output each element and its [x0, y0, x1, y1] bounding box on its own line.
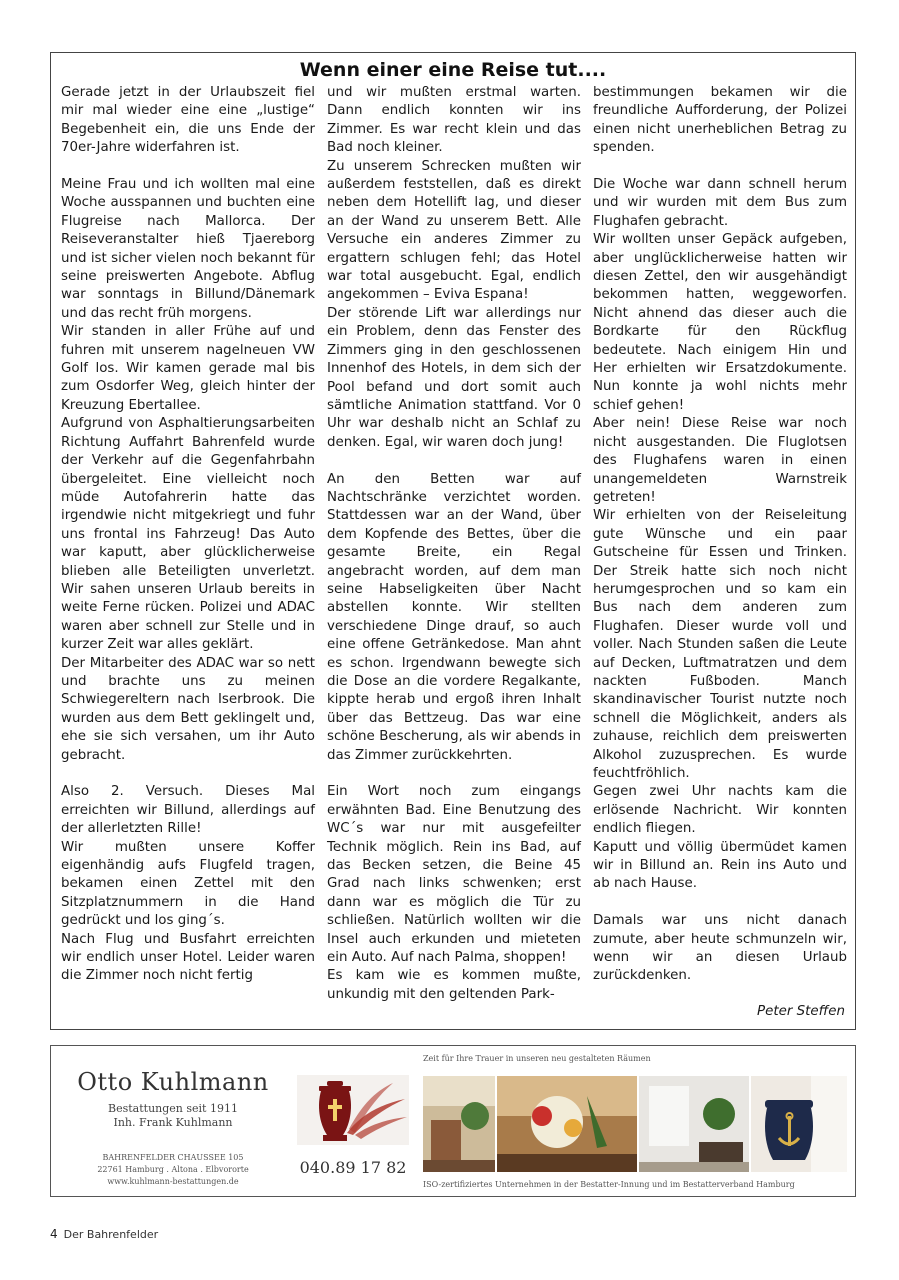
funeral-home-advertisement	[50, 1045, 856, 1197]
article-paragraph: Der Mitarbeiter des ADAC war so nett und brachte uns zu meinen Schwiegereltern nach Iserbrook. Die wurden aus dem Bett geklingelt und, ehe sie sich versahen, um ihr Auto gebracht.	[61, 655, 315, 763]
article-column-1	[61, 84, 315, 986]
article-paragraph: An den Betten war auf Nachtschränke verzichtet worden. Stattdessen war an der Wand, über dem Kopfende des Bettes, über die gesamte Breite, ein Regal angebracht worden, auf dem man seine Habseligkeiten über Nacht abstellen konnte. Wir stellten verschiedene Dinge drauf, so auch eine offene Getränkedose. Man ahnt es schon. Irgendwann bewegte sich die Dose an die vordere Regalkante, kippte herab und ergoß ihren Inhalt über das Bettzeug. Das war eine schöne Bescherung, als wir abends in das Zimmer zurückkehrten.	[327, 471, 581, 763]
ad-owner: Inh. Frank Kuhlmann	[113, 1116, 233, 1129]
article-paragraph: Gerade jetzt in der Urlaubszeit fiel mir mal wieder eine eine „lustige“ Begebenheit ein, die uns Ende der 70er-Jahre widerfahren ist.	[61, 85, 315, 156]
ad-iso-caption: ISO-zertifiziertes Unternehmen in der Bestatter-Innung und im Bestatterverband Hamburg	[423, 1180, 795, 1189]
article-paragraph: Zu unserem Schrecken mußten wir außerdem feststellen, daß es direkt neben dem Hotellift lag, und dieser an der Wand zu unserem Bett. Alle Versuche ein anderes Zimmer zu ergattern schlugen fehl; das Hotel war total ausgebucht. Egal, endlich angekommen – Eviva Espana!	[327, 158, 581, 303]
article-paragraph: Nach Flug und Busfahrt erreichten wir endlich unser Hotel. Leider waren die Zimmer noch nicht fertig	[61, 931, 315, 984]
ad-address-street: BAHRENFELDER CHAUSSEE 105	[102, 1153, 244, 1162]
article-paragraph: und wir mußten erstmal warten. Dann endlich konnten wir ins Zimmer. Es war recht klein und das Bad noch kleiner.	[327, 85, 581, 156]
urn-with-cross-icon	[297, 1075, 409, 1145]
ad-company-name: Otto Kuhlmann	[77, 1068, 269, 1096]
ad-website[interactable]: www.kuhlmann-bestattungen.de	[107, 1177, 239, 1186]
article-paragraph: Aufgrund von Asphaltierungsarbeiten Richtung Auffahrt Bahrenfeld wurde der Verkehr auf die Gegenfahrbahn übergeleitet. Eine vielleicht noch müde Autofahrerin hatte das irgendwie nicht mitgekriegt und fuhr uns frontal ins Fahrzeug! Das Auto war kaputt, aber glücklicherweise blieben alle Beteiligten unverletzt. Wir sahen unseren Urlaub bereits in weite Ferne rücken. Polizei und ADAC waren aber schnell zur Stelle und in kurzer Zeit war alles geklärt.	[61, 416, 315, 653]
flower-arrangement-photo	[497, 1076, 637, 1172]
article-paragraph: Wir standen in aller Frühe auf und fuhren mit unserem nagelneuen VW Golf los. Wir kamen gerade mal bis zum Osdorfer Weg, gleich hinter der Kreuzung Ebertallee.	[61, 324, 315, 413]
article-paragraph: Wir wollten unser Gepäck aufgeben, aber unglücklicherweise hatten wir diesen Zettel, den wir ausgehändigt bekommen hatten, weggeworfen. Nicht ahnend das dieser auch die Bordkarte für den Rückflug bedeutete. Nach einigem Hin und Her erhielten wir Ersatzdokumente. Nun konnte ja wohl nichts mehr schief gehen!	[593, 232, 847, 413]
article-paragraph: bestimmungen bekamen wir die freundliche Aufforderung, der Polizei einen nicht unerheblichen Betrag zu spenden.	[593, 85, 847, 156]
article-box	[50, 52, 856, 1030]
ad-phone-number[interactable]: 040.89 17 82	[299, 1158, 407, 1177]
ad-photos-caption: Zeit für Ihre Trauer in unseren neu gestalteten Räumen	[423, 1054, 651, 1063]
ad-tagline: Bestattungen seit 1911	[108, 1102, 238, 1115]
article-column-3	[593, 84, 847, 986]
article-paragraph: Gegen zwei Uhr nachts kam die erlösende Nachricht. Wir konnten endlich fliegen.	[593, 784, 847, 837]
article-paragraph: Ein Wort noch zum eingangs erwähnten Bad. Eine Benutzung des WC´s war nur mit ausgefeilter Technik möglich. Rein ins Bad, auf das Becken setzen, die Beine 45 Grad nach links schwenken; erst dann war es möglich die Tür zu schließen. Natürlich wollten wir die Insel auch erkunden und mieteten ein Auto. Auf nach Palma, shoppen!	[327, 784, 581, 966]
article-paragraph: Wir mußten unsere Koffer eigenhändig aufs Flugfeld tragen, bekamen einen Zettel mit den Sitzplatznummern in die Hand gedrückt und los ging´s.	[61, 839, 315, 929]
article-paragraph: Damals war uns nicht danach zumute, aber heute schmunzeln wir, wenn wir an diesen Urlaub zurückdenken.	[593, 913, 847, 984]
page-number: 4	[50, 1227, 58, 1241]
article-column-2	[327, 84, 581, 1004]
article-paragraph: Wir erhielten von der Reiseleitung gute Wünsche und ein paar Gutscheine für Essen und Trinken. Der Streik hatte sich noch nicht herumgesprochen und so kam ein Bus nach dem anderen zum Flughafen. Dieser wurde voll und voller. Nach Stunden saßen die Leute auf Decken, Luftmatratzen und dem nackten Fußboden. Manch skandinavischer Tourist nutzte noch schnell die Möglichkeit, anders als zuhause, reichlich dem preiswerten Alkohol zuzusprechen. Es wurde feuchtfröhlich.	[593, 508, 847, 782]
article-paragraph: Meine Frau und ich wollten mal eine Woche ausspannen und buchten eine Flugreise nach Mallorca. Der Reiseveranstalter hieß Tjaereborg und ist sicher vielen noch bekannt für seine preiswerten Angebote. Abflug war sonntags in Billund/Dänemark und das recht früh morgens.	[61, 177, 315, 321]
article-paragraph: Kaputt und völlig übermüdet kamen wir in Billund an. Rein ins Auto und ab nach Hause.	[593, 839, 847, 892]
article-paragraph: Aber nein! Diese Reise war noch nicht ausgestanden. Die Fluglotsen des Flughafens waren in einen unangemeldeten Warnstreik getreten!	[593, 416, 847, 505]
article-paragraph: Die Woche war dann schnell herum und wir wurden mit dem Bus zum Flughafen gebracht.	[593, 177, 847, 229]
chapel-photo	[423, 1076, 495, 1172]
article-paragraph: Es kam wie es kommen mußte, unkundig mit den geltenden Park-	[327, 968, 581, 1002]
anchor-urn-photo	[751, 1076, 847, 1172]
article-author: Peter Steffen	[757, 1004, 845, 1019]
room-interior-photo	[639, 1076, 749, 1172]
article-paragraph: Also 2. Versuch. Dieses Mal erreichten wir Billund, allerdings auf der allerletzten Rille!	[61, 784, 315, 837]
article-paragraph: Der störende Lift war allerdings nur ein Problem, denn das Fenster des Zimmers ging in den geschlossenen Innenhof des Hotels, in dem sich der Pool befand und dort somit auch sämtliche Animation stattfand. Vor 0 Uhr war deshalb nicht an Schlaf zu denken. Egal, wir waren doch jung!	[327, 305, 581, 450]
article-title: Wenn einer eine Reise tut....	[299, 59, 607, 81]
publication-name: Der Bahrenfelder	[63, 1228, 159, 1241]
page-footer	[50, 1227, 158, 1241]
ad-address-city: 22761 Hamburg . Altona . Elbvororte	[97, 1165, 249, 1174]
